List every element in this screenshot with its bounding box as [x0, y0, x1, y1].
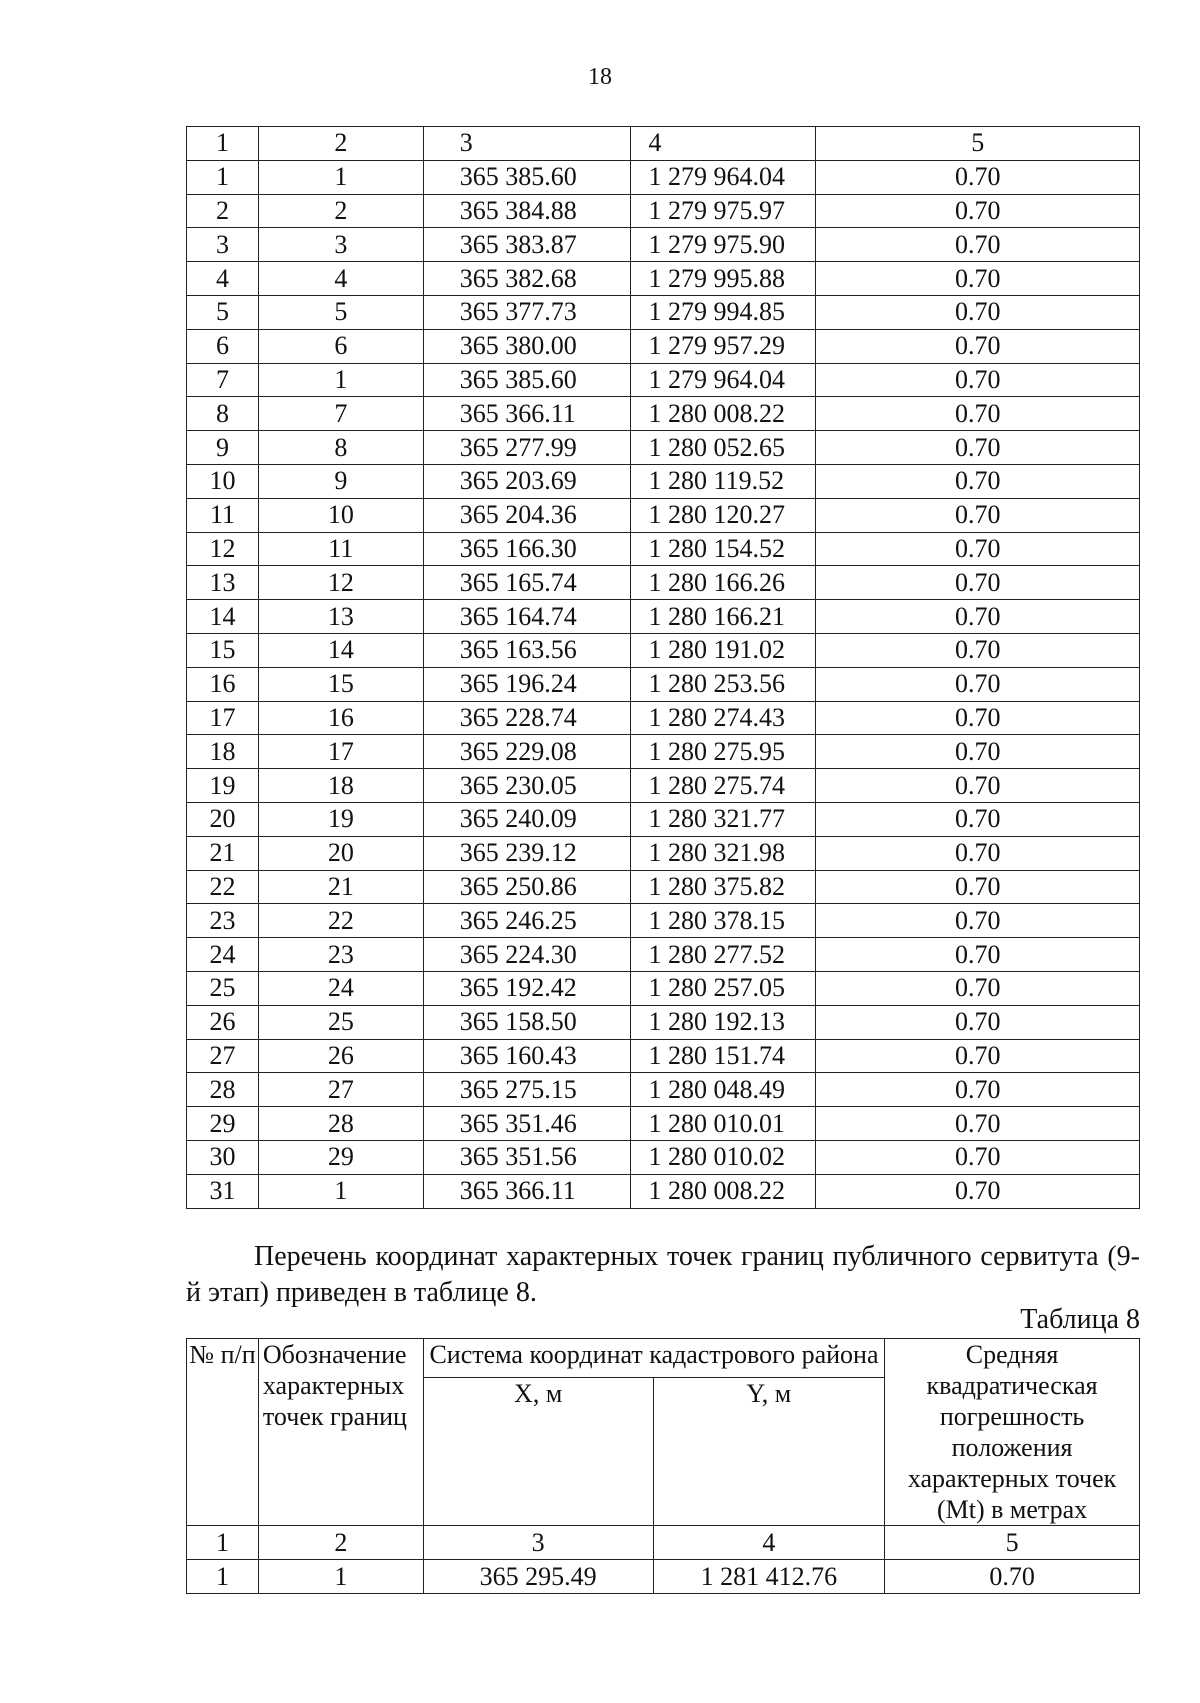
table-row — [187, 194, 1140, 228]
table-cell: 1 280 321.98 — [630, 836, 816, 870]
table-cell: 12 — [258, 566, 423, 600]
table-cell: 4 — [187, 262, 259, 296]
table-cell: 0.70 — [885, 1560, 1140, 1594]
table-cell: 0.70 — [816, 870, 1140, 904]
table-cell: 0.70 — [816, 532, 1140, 566]
table-row — [187, 397, 1140, 431]
table-cell: 13 — [187, 566, 259, 600]
table-cell: 0.70 — [816, 600, 1140, 634]
table-row — [187, 735, 1140, 769]
table-cell: 11 — [258, 532, 423, 566]
table-cell: 1 280 275.95 — [630, 735, 816, 769]
table-cell: 29 — [258, 1140, 423, 1174]
table-cell: 0.70 — [816, 633, 1140, 667]
table-cell: 0.70 — [816, 464, 1140, 498]
table-cell: 0.70 — [816, 397, 1140, 431]
table-cell: 0.70 — [816, 1005, 1140, 1039]
table-row — [187, 262, 1140, 296]
table-cell: 365 380.00 — [423, 329, 630, 363]
table-cell: 365 163.56 — [423, 633, 630, 667]
table-cell: 26 — [187, 1005, 259, 1039]
table-cell: 24 — [187, 938, 259, 972]
table-cell: 23 — [187, 904, 259, 938]
table-cell: 365 166.30 — [423, 532, 630, 566]
table-cell: 26 — [258, 1039, 423, 1073]
table-cell: 27 — [258, 1073, 423, 1107]
header-coord-system: Система координат кадастрового района — [423, 1339, 884, 1378]
table-cell: 365 203.69 — [423, 464, 630, 498]
page-number: 18 — [588, 64, 612, 90]
table-row — [187, 1560, 1140, 1594]
table-cell: 17 — [187, 701, 259, 735]
table-cell: 1 281 412.76 — [653, 1560, 885, 1594]
table-cell: 0.70 — [816, 228, 1140, 262]
table-cell: 10 — [187, 464, 259, 498]
table-cell: 19 — [187, 769, 259, 803]
header-num: № п/п — [187, 1339, 259, 1526]
table-caption: Таблица 8 — [1020, 1304, 1140, 1335]
table-cell: 21 — [187, 836, 259, 870]
table-cell: 22 — [258, 904, 423, 938]
table-cell: 24 — [258, 971, 423, 1005]
table-cell: 1 280 010.01 — [630, 1107, 816, 1141]
table-cell: 5 — [816, 127, 1140, 161]
table-cell: 15 — [258, 667, 423, 701]
table-row — [187, 870, 1140, 904]
header-error: Средняя квадратическая погрешность положения характерных точек (Mt) в метрах — [885, 1339, 1140, 1526]
table-cell: 18 — [187, 735, 259, 769]
table-row — [187, 701, 1140, 735]
table-cell: 1 280 321.77 — [630, 802, 816, 836]
table-row — [187, 1039, 1140, 1073]
table-cell: 1 280 192.13 — [630, 1005, 816, 1039]
table-row — [187, 1005, 1140, 1039]
table-cell: 10 — [258, 498, 423, 532]
table-cell: 0.70 — [816, 295, 1140, 329]
table-row — [187, 295, 1140, 329]
table-row — [187, 228, 1140, 262]
table-cell: 365 204.36 — [423, 498, 630, 532]
table-cell: 3 — [423, 127, 630, 161]
table-cell: 0.70 — [816, 836, 1140, 870]
table-cell: 1 280 274.43 — [630, 701, 816, 735]
table-cell: 0.70 — [816, 667, 1140, 701]
header-designation: Обозначение характерных точек границ — [258, 1339, 423, 1526]
table-cell: 1 — [187, 127, 259, 161]
table-cell: 365 160.43 — [423, 1039, 630, 1073]
table-cell: 0.70 — [816, 1073, 1140, 1107]
table-cell: 13 — [258, 600, 423, 634]
table-cell: 365 228.74 — [423, 701, 630, 735]
table-cell: 365 385.60 — [423, 160, 630, 194]
table-cell: 17 — [258, 735, 423, 769]
table-row — [187, 769, 1140, 803]
table-cell: 365 366.11 — [423, 1174, 630, 1208]
table-cell: 1 280 166.26 — [630, 566, 816, 600]
table-cell: 9 — [187, 431, 259, 465]
table-cell: 20 — [187, 802, 259, 836]
table-cell: 365 196.24 — [423, 667, 630, 701]
table-cell: 8 — [187, 397, 259, 431]
table-cell: 365 275.15 — [423, 1073, 630, 1107]
table-cell: 2 — [258, 194, 423, 228]
table-cell: 1 280 154.52 — [630, 532, 816, 566]
table-cell: 365 230.05 — [423, 769, 630, 803]
table-cell: 0.70 — [816, 1174, 1140, 1208]
table-cell: 1 280 048.49 — [630, 1073, 816, 1107]
table-cell: 4 — [258, 262, 423, 296]
table-row — [187, 1107, 1140, 1141]
table-row — [187, 498, 1140, 532]
table-cell: 1 — [258, 1560, 423, 1594]
table-row — [187, 1174, 1140, 1208]
table-row — [187, 464, 1140, 498]
table-cell: 1 — [258, 1174, 423, 1208]
table-cell: 365 382.68 — [423, 262, 630, 296]
table-cell: 0.70 — [816, 262, 1140, 296]
table-cell: 5 — [258, 295, 423, 329]
table-cell: 21 — [258, 870, 423, 904]
table-cell: 365 165.74 — [423, 566, 630, 600]
table-cell: 365 385.60 — [423, 363, 630, 397]
table-cell: 365 158.50 — [423, 1005, 630, 1039]
table-cell: 23 — [258, 938, 423, 972]
table-row — [187, 633, 1140, 667]
table-cell: 1 280 275.74 — [630, 769, 816, 803]
table-cell: 365 192.42 — [423, 971, 630, 1005]
table-cell: 0.70 — [816, 498, 1140, 532]
table-cell: 2 — [258, 127, 423, 161]
table-cell: 16 — [258, 701, 423, 735]
table-cell: 0.70 — [816, 802, 1140, 836]
table-cell: 6 — [258, 329, 423, 363]
table-cell: 15 — [187, 633, 259, 667]
table-cell: 0.70 — [816, 194, 1140, 228]
column-number-row — [187, 127, 1140, 161]
table-cell: 1 280 375.82 — [630, 870, 816, 904]
table-cell: 1 280 008.22 — [630, 397, 816, 431]
table-cell: 0.70 — [816, 971, 1140, 1005]
table-cell: 1 280 151.74 — [630, 1039, 816, 1073]
table-cell: 0.70 — [816, 938, 1140, 972]
table-cell: 1 279 994.85 — [630, 295, 816, 329]
table-cell: 1 280 052.65 — [630, 431, 816, 465]
table-cell: 7 — [187, 363, 259, 397]
table-cell: 4 — [630, 127, 816, 161]
table-cell: 3 — [258, 228, 423, 262]
table-cell: 3 — [187, 228, 259, 262]
table-cell: 365 351.56 — [423, 1140, 630, 1174]
table-row — [187, 329, 1140, 363]
table-cell: 0.70 — [816, 363, 1140, 397]
table-cell: 1 279 995.88 — [630, 262, 816, 296]
table-cell: 28 — [187, 1073, 259, 1107]
table-cell: 4 — [653, 1526, 885, 1560]
table-cell: 1 280 010.02 — [630, 1140, 816, 1174]
table-cell: 365 383.87 — [423, 228, 630, 262]
table-row — [187, 667, 1140, 701]
table-cell: 365 240.09 — [423, 802, 630, 836]
table-cell: 365 250.86 — [423, 870, 630, 904]
coordinates-table — [186, 126, 1140, 1209]
table-cell: 0.70 — [816, 431, 1140, 465]
table-cell: 365 366.11 — [423, 397, 630, 431]
table-cell: 25 — [258, 1005, 423, 1039]
table-cell: 25 — [187, 971, 259, 1005]
table-cell: 7 — [258, 397, 423, 431]
table-cell: 365 277.99 — [423, 431, 630, 465]
table-cell: 5 — [187, 295, 259, 329]
table-cell: 365 351.46 — [423, 1107, 630, 1141]
table-row — [187, 802, 1140, 836]
table-row — [187, 971, 1140, 1005]
paragraph-text: Перечень координат характерных точек границ публичного сервитута (9-й этап) приведен в таблице 8. — [186, 1241, 1140, 1308]
table-cell: 9 — [258, 464, 423, 498]
table-cell: 14 — [258, 633, 423, 667]
table-cell: 365 164.74 — [423, 600, 630, 634]
table-cell: 8 — [258, 431, 423, 465]
table-cell: 1 280 119.52 — [630, 464, 816, 498]
header-y: Y, м — [653, 1377, 885, 1525]
table-cell: 1 280 120.27 — [630, 498, 816, 532]
table-8 — [186, 1338, 1140, 1594]
table-cell: 11 — [187, 498, 259, 532]
table-cell: 2 — [187, 194, 259, 228]
table-cell: 30 — [187, 1140, 259, 1174]
table-cell: 12 — [187, 532, 259, 566]
table-cell: 16 — [187, 667, 259, 701]
table-cell: 0.70 — [816, 329, 1140, 363]
table-cell: 1 — [258, 160, 423, 194]
table-cell: 365 246.25 — [423, 904, 630, 938]
table-cell: 1 279 957.29 — [630, 329, 816, 363]
table-cell: 1 280 277.52 — [630, 938, 816, 972]
table-cell: 20 — [258, 836, 423, 870]
table-cell: 5 — [885, 1526, 1140, 1560]
table-cell: 22 — [187, 870, 259, 904]
table-cell: 29 — [187, 1107, 259, 1141]
table-cell: 31 — [187, 1174, 259, 1208]
column-number-row — [187, 1526, 1140, 1560]
table-cell: 28 — [258, 1107, 423, 1141]
table-cell: 365 239.12 — [423, 836, 630, 870]
table-cell: 1 280 378.15 — [630, 904, 816, 938]
table-cell: 365 229.08 — [423, 735, 630, 769]
table-cell: 0.70 — [816, 566, 1140, 600]
table-cell: 1 279 975.90 — [630, 228, 816, 262]
table-cell: 27 — [187, 1039, 259, 1073]
header-x: X, м — [423, 1377, 653, 1525]
table-cell: 18 — [258, 769, 423, 803]
table-row — [187, 532, 1140, 566]
table-cell: 1 280 166.21 — [630, 600, 816, 634]
table-row — [187, 836, 1140, 870]
table-cell: 1 — [187, 1526, 259, 1560]
table-cell: 1 280 008.22 — [630, 1174, 816, 1208]
table-cell: 0.70 — [816, 1107, 1140, 1141]
table-cell: 365 384.88 — [423, 194, 630, 228]
table-row — [187, 938, 1140, 972]
table-cell: 0.70 — [816, 904, 1140, 938]
table-row — [187, 566, 1140, 600]
table-cell: 3 — [423, 1526, 653, 1560]
table-cell: 0.70 — [816, 735, 1140, 769]
table-cell: 6 — [187, 329, 259, 363]
table-row — [187, 904, 1140, 938]
table-cell: 14 — [187, 600, 259, 634]
table-cell: 0.70 — [816, 769, 1140, 803]
table-cell: 0.70 — [816, 1039, 1140, 1073]
table-cell: 0.70 — [816, 160, 1140, 194]
table-cell: 1 — [187, 1560, 259, 1594]
table-row — [187, 160, 1140, 194]
table-cell: 2 — [258, 1526, 423, 1560]
table-row — [187, 1073, 1140, 1107]
table-cell: 1 279 964.04 — [630, 160, 816, 194]
table-row — [187, 431, 1140, 465]
table-cell: 0.70 — [816, 1140, 1140, 1174]
table-cell: 1 — [187, 160, 259, 194]
table-cell: 1 280 191.02 — [630, 633, 816, 667]
table-cell: 365 224.30 — [423, 938, 630, 972]
table-cell: 19 — [258, 802, 423, 836]
table-cell: 1 280 257.05 — [630, 971, 816, 1005]
table-cell: 365 377.73 — [423, 295, 630, 329]
table-row — [187, 600, 1140, 634]
table-cell: 365 295.49 — [423, 1560, 653, 1594]
table-row — [187, 1140, 1140, 1174]
table-row — [187, 363, 1140, 397]
table-cell: 0.70 — [816, 701, 1140, 735]
table-cell: 1 279 964.04 — [630, 363, 816, 397]
table-cell: 1 279 975.97 — [630, 194, 816, 228]
table-cell: 1 — [258, 363, 423, 397]
table-cell: 1 280 253.56 — [630, 667, 816, 701]
